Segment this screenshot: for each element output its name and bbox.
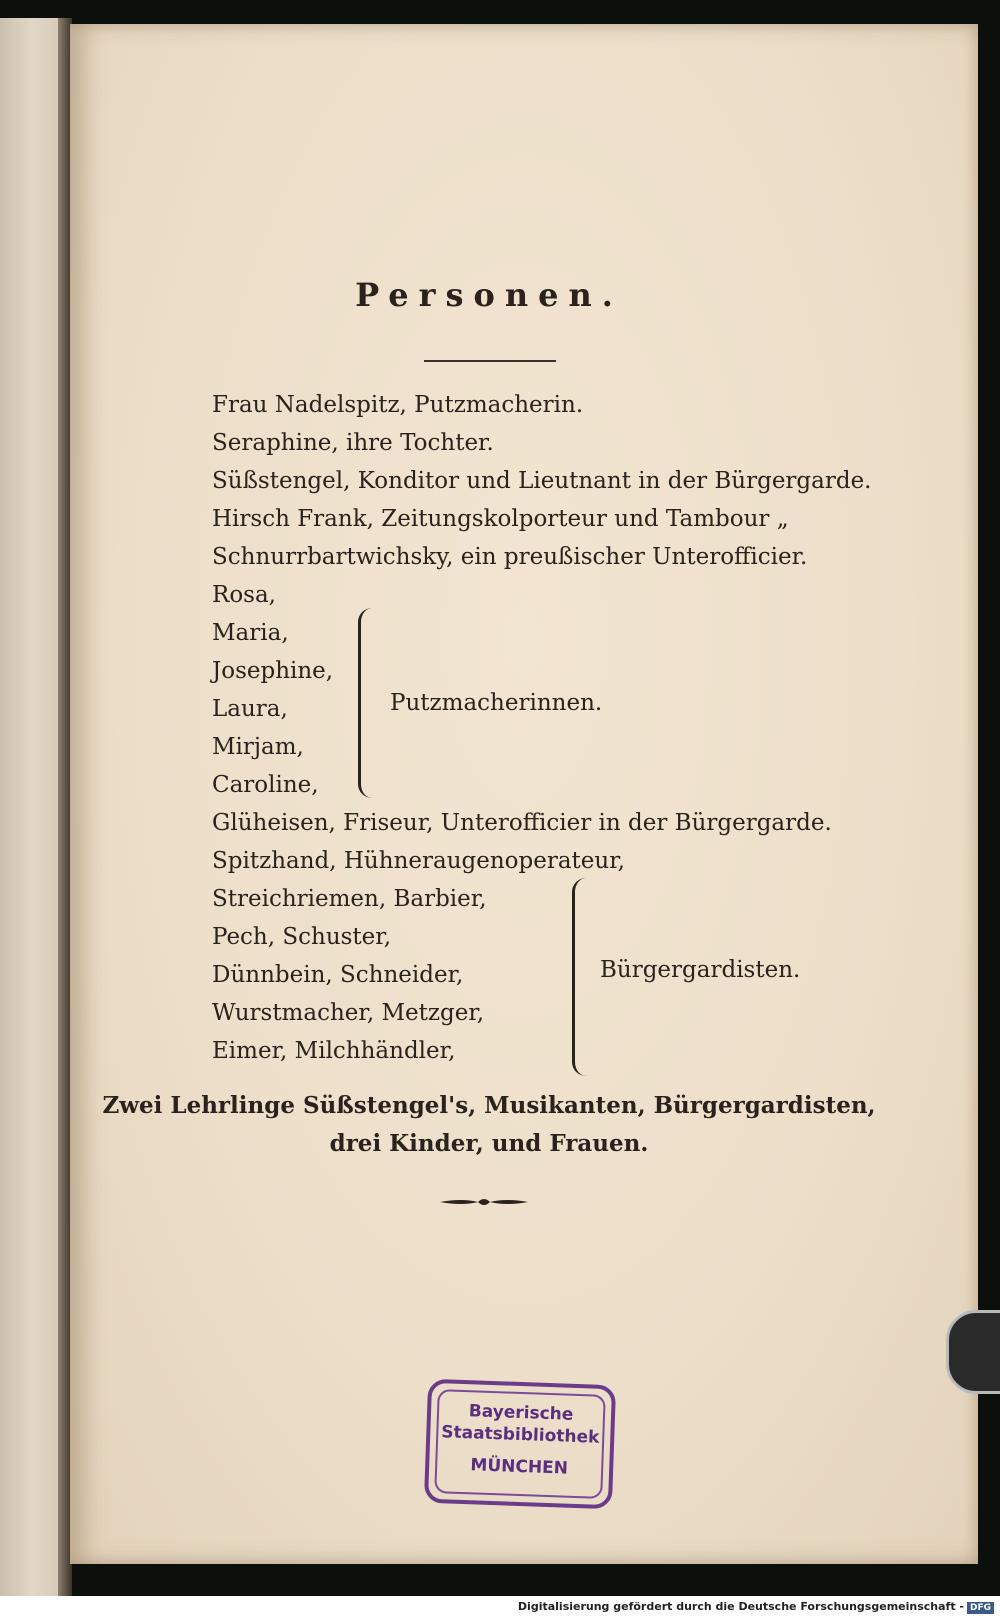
page-heading: Personen. xyxy=(355,276,623,314)
group1-member: Josephine, xyxy=(212,658,334,684)
group1-member: Caroline, xyxy=(212,772,319,798)
group2-brace xyxy=(572,878,593,1076)
group2-member: Spitzhand, Hühneraugenoperateur, xyxy=(212,848,625,874)
group1-member: Maria, xyxy=(212,620,289,646)
closing-line: drei Kinder, und Frauen. xyxy=(329,1130,649,1157)
stamp-line: Bayerische xyxy=(468,1401,574,1425)
footer-credit xyxy=(518,1600,994,1614)
cast-line: Hirsch Frank, Zeitungskolporteur und Tambour „ xyxy=(212,506,789,532)
group1-member: Rosa, xyxy=(212,582,276,608)
cast-line: Frau Nadelspitz, Putzmacherin. xyxy=(212,392,584,418)
closing-line: Zwei Lehrlinge Süßstengel's, Musikanten, Bürgergardisten, xyxy=(102,1092,876,1119)
stamp-line: MÜNCHEN xyxy=(470,1455,569,1479)
group2-member: Eimer, Milchhändler, xyxy=(212,1038,456,1064)
page-tab-marker xyxy=(946,1310,1000,1394)
cast-line: Schnurrbartwichsky, ein preußischer Unterofficier. xyxy=(212,544,808,570)
cast-line: Glüheisen, Friseur, Unterofficier in der Bürgergarde. xyxy=(212,810,832,836)
library-stamp xyxy=(424,1379,616,1509)
group1-member: Laura, xyxy=(212,696,288,722)
group2-member: Pech, Schuster, xyxy=(212,924,392,950)
group2-member: Wurstmacher, Metzger, xyxy=(212,1000,485,1026)
cast-line: Süßstengel, Konditor und Lieutnant in der Bürgergarde. xyxy=(212,468,872,494)
cast-line: Seraphine, ihre Tochter. xyxy=(212,430,494,456)
group1-member: Mirjam, xyxy=(212,734,304,760)
stamp-line: Staatsbibliothek xyxy=(440,1422,600,1448)
heading-rule xyxy=(424,360,556,362)
group1-brace xyxy=(358,608,379,798)
footer-text: Digitalisierung gefördert durch die Deutsche Forschungsgemeinschaft - xyxy=(517,1600,964,1613)
book-page xyxy=(70,24,978,1564)
group2-member: Streichriemen, Barbier, xyxy=(212,886,487,912)
group1-label: Putzmacherinnen. xyxy=(390,690,603,716)
group2-label: Bürgergardisten. xyxy=(600,957,801,983)
ornament-divider xyxy=(440,1196,528,1208)
group2-member: Dünnbein, Schneider, xyxy=(212,962,464,988)
dfg-logo: DFG xyxy=(967,1602,994,1614)
previous-page-edge xyxy=(0,18,58,1596)
